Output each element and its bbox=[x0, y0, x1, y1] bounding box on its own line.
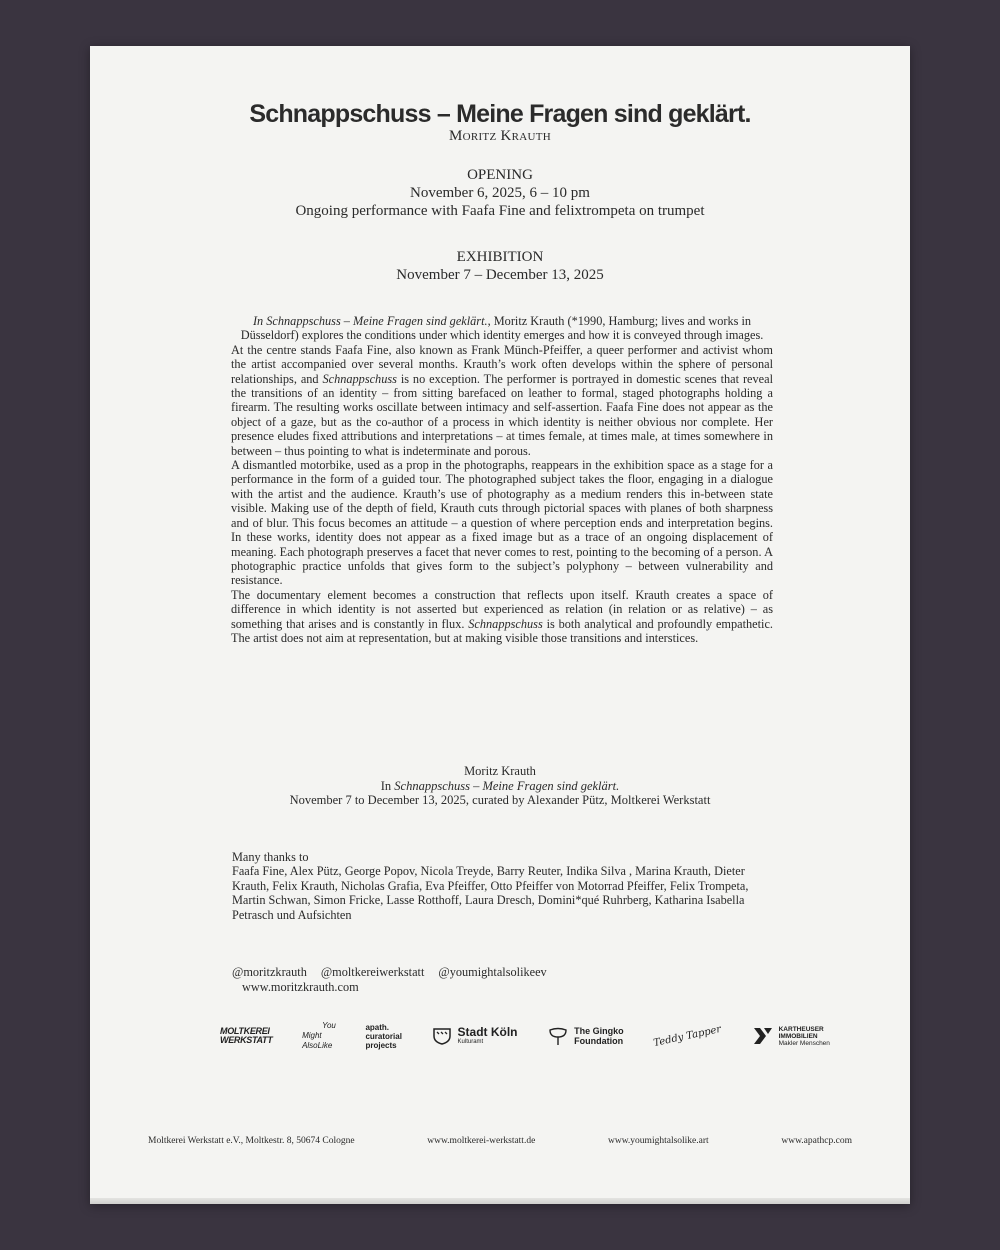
artist-name: Moritz Krauth bbox=[448, 128, 552, 144]
poster-sheet bbox=[90, 46, 910, 1204]
exhibition-dates: November 7 – December 13, 2025 bbox=[396, 267, 604, 283]
opening-heading: OPENING bbox=[467, 167, 533, 183]
sponsor-logos bbox=[220, 1016, 830, 1056]
stadt-koeln-logo bbox=[432, 1026, 518, 1046]
kartheuser-logo-line3: Makler Menschen bbox=[778, 1039, 830, 1047]
footer-link-apath[interactable]: www.apathcp.com bbox=[781, 1136, 852, 1146]
ymal-logo-line2: Might bbox=[302, 1031, 322, 1040]
opening-date: November 6, 2025, 6 – 10 pm bbox=[410, 185, 590, 201]
apath-logo bbox=[365, 1023, 401, 1050]
website-link[interactable]: www.moritzkrauth.com bbox=[242, 980, 359, 994]
kartheuser-logo bbox=[752, 1026, 830, 1047]
paragraph-2: A dismantled motorbike, used as a prop in the photographs, reappears in the exhibition space as a stage for a performance in the form of a guided tour. The photographed subject takes the floor, engaging in a dialogue with the artist and the audience. Krauth’s use of photography as a medium renders this in-between state visible. Making use of the depth of field, Krauth cuts through pictorial spaces with planes of both sharpness and of blur. This focus becomes an attitude – a question of where perception ends and interpretation begins. In these works, identity does not appear as a fixed image but as a trace of an ongoing displacement of meaning. Each photograph preserves a facet that never comes to rest, pointing to the becoming of a person. A photographic practice unfolds that gives form to the subject’s polyphony – between vulnerability and resistance. bbox=[231, 458, 773, 588]
thanks-heading: Many thanks to bbox=[232, 850, 309, 864]
opening-performance: Ongoing performance with Faafa Fine and felixtrompeta on trumpet bbox=[295, 203, 705, 219]
apath-logo-line1: apath. bbox=[365, 1022, 390, 1032]
instagram-handle-artist[interactable]: @moritzkrauth bbox=[232, 965, 307, 979]
gingko-leaf-icon bbox=[547, 1025, 569, 1047]
exhibition-title: Schnappschuss – Meine Fragen sind geklärt. bbox=[249, 100, 751, 128]
k-mark-icon bbox=[752, 1026, 774, 1046]
footer-link-moltkerei[interactable]: www.moltkerei-werkstatt.de bbox=[427, 1136, 536, 1146]
ymal-logo-line3: AlsoLike bbox=[302, 1041, 333, 1050]
signature-logo: Teddy Tapper bbox=[652, 1023, 723, 1049]
youmightalsolike-logo bbox=[302, 1021, 336, 1051]
opening-block bbox=[150, 166, 850, 220]
apath-logo-line2: curatorial bbox=[365, 1031, 402, 1041]
paragraph-1-text-a: At the centre stands Faafa Fine, also known as Frank Münch-Pfeiffer, a queer performer and activist whom the artist accompanied over several months. Krauth’s work often develops within the sphere of personal relationships, and bbox=[231, 342, 773, 386]
intro-text: , Moritz Krauth (*1990, Hamburg; lives and works in Düsseldorf) explores the conditions under which identity emerges and how it is conveyed through images. bbox=[240, 314, 764, 343]
credit-title: Schnappschuss – Meine Fragen sind geklärt. bbox=[394, 778, 620, 793]
paragraph-3-text-b: is both analytical and profoundly empathetic. The artist does not aim at representation, but at making visible those transitions and interstices. bbox=[231, 616, 773, 645]
credit-details: November 7 to December 13, 2025, curated by Alexander Pütz, Moltkerei Werkstatt bbox=[289, 793, 711, 807]
moltkerei-logo-line1: MOLTKEREI bbox=[220, 1026, 270, 1036]
intro-paragraph bbox=[231, 314, 773, 343]
paragraph-3-title: Schnappschuss bbox=[468, 616, 543, 631]
gingko-logo-line2: Foundation bbox=[574, 1036, 624, 1046]
kartheuser-logo-line2: IMMOBILIEN bbox=[778, 1032, 818, 1040]
credit-title-line bbox=[90, 779, 910, 794]
instagram-handle-ymal[interactable]: @youmightalsolikeev bbox=[438, 965, 547, 979]
footer-address: Moltkerei Werkstatt e.V., Moltkestr. 8, 50674 Cologne bbox=[148, 1136, 355, 1146]
ymal-logo-line1: You bbox=[322, 1021, 336, 1030]
credit-in: In bbox=[380, 778, 395, 793]
paragraph-3-text-a: The documentary element becomes a construction that reflects upon itself. Krauth creates a space of difference in which identity is not asserted but experienced as relation (in relation or as relative) – as something that arises and is constantly in flux. bbox=[231, 587, 773, 631]
paper-edge bbox=[90, 1198, 910, 1204]
paragraph-1-text-b: is no exception. The performer is portrayed in domestic scenes that reveal the transitions of an identity – from sitting barefaced on leather to formal, staged photographs holding a firearm. The resulting works oscillate between intimacy and self-assertion. Faafa Fine does not appear as the object of a gaze, but as the co-author of a process in which identity is neither obvious nor complete. Her presence eludes fixed attributions and interpretations – at times female, at times male, at times somewhere in between – thus pointing to what is indeterminate and porous. bbox=[231, 371, 773, 458]
gingko-foundation-logo bbox=[547, 1025, 624, 1047]
socials-block bbox=[232, 965, 561, 995]
credit-block bbox=[90, 764, 910, 808]
koeln-logo-sub: Kulturamt bbox=[457, 1039, 484, 1045]
footer-link-ymal[interactable]: www.youmightalsolike.art bbox=[607, 1136, 709, 1146]
paragraph-1-title: Schnappschuss bbox=[322, 371, 397, 386]
intro-title: In Schnappschuss – Meine Fragen sind geklärt. bbox=[252, 314, 488, 328]
paragraph-3 bbox=[231, 588, 773, 646]
paragraph-1 bbox=[231, 343, 773, 458]
apath-logo-line3: projects bbox=[365, 1040, 397, 1050]
kartheuser-logo-line1: KARTHEUSER bbox=[778, 1025, 824, 1033]
press-text bbox=[231, 314, 773, 645]
footer bbox=[148, 1136, 852, 1146]
exhibition-heading: EXHIBITION bbox=[456, 249, 544, 265]
crest-icon bbox=[432, 1027, 452, 1045]
gingko-logo-line1: The Gingko bbox=[574, 1026, 624, 1036]
koeln-logo-name: Stadt Köln bbox=[457, 1025, 518, 1039]
moltkerei-logo-line2: WERKSTATT bbox=[220, 1035, 273, 1045]
instagram-handle-moltkerei[interactable]: @moltkereiwerkstatt bbox=[320, 965, 425, 979]
credit-artist: Moritz Krauth bbox=[464, 764, 536, 778]
exhibition-block bbox=[230, 248, 770, 284]
thanks-names: Faafa Fine, Alex Pütz, George Popov, Nicola Treyde, Barry Reuter, Indika Silva , Marina Krauth, Dieter Krauth, Felix Krauth, Nicholas Grafia, Eva Pfeiffer, Otto Pfeiffer von Motorrad Pfeiffer, Felix Trompeta, Martin Schwan, Simon Fricke, Lasse Rotthoff, Laura Dresch, Domini*qué Ruhrberg, Katharina Isabella Petrasch und Aufsichten bbox=[232, 864, 749, 922]
moltkerei-logo bbox=[220, 1027, 272, 1045]
thanks-block bbox=[232, 850, 772, 922]
